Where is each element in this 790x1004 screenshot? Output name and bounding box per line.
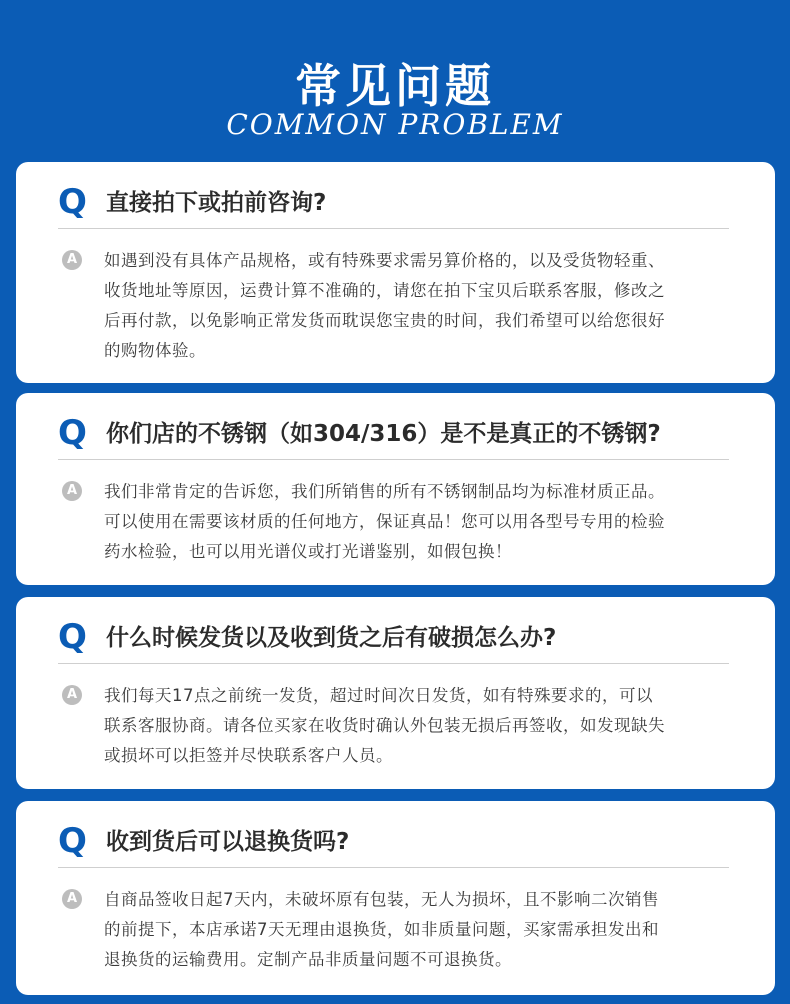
- a-icon: A: [62, 250, 82, 270]
- page-subtitle: COMMON PROBLEM: [226, 108, 564, 141]
- answer-line: 我们非常肯定的告诉您，我们所销售的所有不锈钢制品均为标准材质正品。: [104, 482, 665, 501]
- a-icon: A: [62, 481, 82, 501]
- divider: [58, 867, 729, 868]
- answer-line: 可以使用在需要该材质的任何地方，保证真品！您可以用各型号专用的检验: [104, 512, 665, 531]
- answer-line: 如遇到没有具体产品规格，或有特殊要求需另算价格的，以及受货物轻重、: [104, 251, 665, 270]
- answer-line: 联系客服协商。请各位买家在收货时确认外包装无损后再签收，如发现缺失: [104, 716, 665, 735]
- answer-line: 后再付款，以免影响正常发货而耽误您宝贵的时间，我们希望可以给您很好: [104, 311, 665, 330]
- faq-card-3: [16, 597, 775, 789]
- faq-card-1: [16, 162, 775, 383]
- faq-card-4: [16, 801, 775, 995]
- divider: [58, 663, 729, 664]
- answer-line: 自商品签收日起7天内，未破坏原有包装，无人为损坏，且不影响二次销售: [104, 890, 659, 909]
- q-icon: Q: [58, 821, 87, 861]
- answer-text: [104, 246, 735, 366]
- answer-text: [104, 885, 735, 975]
- answer-line: 退换货的运输费用。定制产品非质量问题不可退换货。: [104, 950, 512, 969]
- q-icon: Q: [58, 413, 87, 453]
- question-text: 你们店的不锈钢（如304/316）是不是真正的不锈钢?: [106, 421, 661, 447]
- answer-line: 收货地址等原因，运费计算不准确的，请您在拍下宝贝后联系客服，修改之: [104, 281, 665, 300]
- question-row: [58, 597, 729, 665]
- page-header: [0, 0, 790, 160]
- q-icon: Q: [58, 182, 87, 222]
- question-text: 收到货后可以退换货吗?: [106, 829, 350, 855]
- divider: [58, 228, 729, 229]
- answer-text: [104, 681, 735, 771]
- answer-line: 我们每天17点之前统一发货，超过时间次日发货，如有特殊要求的，可以: [104, 686, 653, 705]
- question-row: [58, 162, 729, 230]
- divider: [58, 459, 729, 460]
- page-title: 常见问题: [295, 59, 495, 113]
- question-text: 直接拍下或拍前咨询?: [106, 190, 327, 216]
- answer-line: 药水检验，也可以用光谱仪或打光谱鉴别，如假包换！: [104, 542, 512, 561]
- answer-text: [104, 477, 735, 567]
- answer-line: 的前提下，本店承诺7天无理由退换货，如非质量问题，买家需承担发出和: [104, 920, 659, 939]
- faq-card-2: [16, 393, 775, 585]
- question-row: [58, 801, 729, 869]
- a-icon: A: [62, 685, 82, 705]
- question-text: 什么时候发货以及收到货之后有破损怎么办?: [106, 625, 557, 651]
- q-icon: Q: [58, 617, 87, 657]
- a-icon: A: [62, 889, 82, 909]
- question-row: [58, 393, 729, 461]
- answer-line: 的购物体验。: [104, 341, 206, 360]
- answer-line: 或损坏可以拒签并尽快联系客户人员。: [104, 746, 393, 765]
